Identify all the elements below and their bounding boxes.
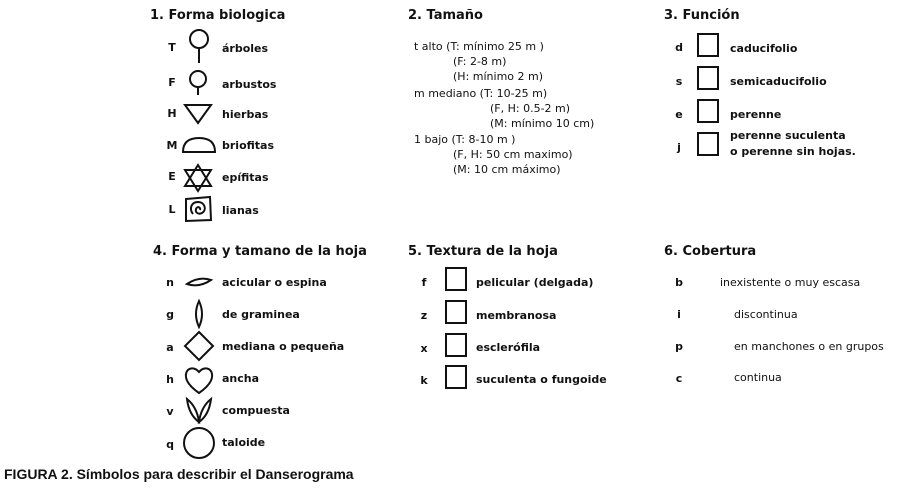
size-bajo-line: 1 bajo (T: 8-10 m ) <box>414 133 516 146</box>
size-mediano-M: (M: mínimo 10 cm) <box>490 117 595 130</box>
label-perenne: perenne <box>730 108 782 121</box>
section6-title: 6. Cobertura <box>664 244 757 259</box>
label-lianas: lianas <box>222 204 259 217</box>
function-box-e <box>697 99 719 123</box>
label-continua: continua <box>734 371 782 384</box>
code-E: E <box>168 170 176 183</box>
label-epifitas: epífitas <box>222 171 269 184</box>
code-n: n <box>166 276 174 289</box>
label-compuesta: compuesta <box>222 404 290 417</box>
code-L: L <box>168 203 176 216</box>
code-i: i <box>677 308 681 321</box>
code-p: p <box>675 340 683 353</box>
texture-box-x <box>445 333 467 357</box>
code-T: T <box>168 41 176 54</box>
liana-spiral-icon <box>183 195 213 223</box>
code-s: s <box>675 75 683 88</box>
label-arboles: árboles <box>222 42 269 55</box>
section2-title: 2. Tamaño <box>408 8 483 23</box>
code-M: M <box>166 139 178 152</box>
compound-leaf-icon <box>185 397 213 423</box>
needle-leaf-icon <box>186 276 212 288</box>
label-membranosa: membranosa <box>476 309 557 322</box>
code-x: x <box>420 342 428 355</box>
label-esclerofila: esclerófila <box>476 341 541 354</box>
label-arbustos: arbustos <box>222 78 277 91</box>
texture-box-f <box>445 267 467 291</box>
texture-box-k <box>445 365 467 389</box>
code-F: F <box>168 76 176 89</box>
size-alto-line: t alto (T: mínimo 25 m ) <box>414 40 544 53</box>
code-f: f <box>421 276 427 289</box>
diamond-leaf-icon <box>184 331 214 361</box>
label-briofitas: briofitas <box>222 139 275 152</box>
code-k: k <box>420 374 428 387</box>
herb-triangle-icon <box>184 104 212 124</box>
label-graminea: de graminea <box>222 308 300 321</box>
epiphyte-star-icon <box>184 164 212 192</box>
label-inexistente: inexistente o muy escasa <box>720 276 861 289</box>
section5-title: 5. Textura de la hoja <box>408 244 558 259</box>
size-alto-F: (F: 2-8 m) <box>453 55 507 68</box>
bryophyte-dome-icon <box>182 137 216 153</box>
code-v: v <box>166 405 174 418</box>
label-semicaducifolio: semicaducifolio <box>730 75 827 88</box>
code-e: e <box>675 108 683 121</box>
label-suculenta: suculenta o fungoide <box>476 373 607 386</box>
figure-caption: FIGURA 2. Símbolos para describir el Danserograma <box>4 466 354 482</box>
section3-title: 3. Función <box>664 8 740 23</box>
label-pelicular: pelicular (delgada) <box>476 276 594 289</box>
size-mediano-FH: (F, H: 0.5-2 m) <box>490 102 571 115</box>
code-q: q <box>166 438 174 451</box>
code-d: d <box>675 41 683 54</box>
label-ancha: ancha <box>222 372 260 385</box>
size-bajo-M: (M: 10 cm máximo) <box>453 163 561 176</box>
code-j: j <box>677 141 681 154</box>
size-alto-H: (H: mínimo 2 m) <box>453 70 544 83</box>
thalloid-circle-icon <box>182 426 216 460</box>
code-H: H <box>167 107 177 120</box>
tree-icon <box>187 30 211 64</box>
texture-box-z <box>445 300 467 324</box>
label-manchones: en manchones o en grupos <box>734 340 884 353</box>
label-taloide: taloide <box>222 436 266 449</box>
label-discontinua: discontinua <box>734 308 798 321</box>
label-perenne-sin-hojas: o perenne sin hojas. <box>730 145 856 158</box>
label-acicular: acicular o espina <box>222 276 327 289</box>
code-z: z <box>420 309 428 322</box>
grass-leaf-icon <box>193 300 205 328</box>
function-box-j <box>697 132 719 156</box>
code-h: h <box>166 373 174 386</box>
function-box-d <box>697 33 719 57</box>
size-bajo-FH: (F, H: 50 cm maximo) <box>453 148 573 161</box>
code-b: b <box>675 276 683 289</box>
section4-title: 4. Forma y tamano de la hoja <box>153 244 367 259</box>
code-g: g <box>166 308 174 321</box>
label-mediana: mediana o pequeña <box>222 340 345 353</box>
label-perenne-suculenta: perenne suculenta <box>730 129 846 142</box>
heart-leaf-icon <box>185 364 213 394</box>
section1-title: 1. Forma biologica <box>150 8 286 23</box>
code-c: c <box>675 372 683 385</box>
label-hierbas: hierbas <box>222 108 269 121</box>
size-mediano-line: m mediano (T: 10-25 m) <box>414 87 548 100</box>
label-caducifolio: caducifolio <box>730 42 798 55</box>
shrub-icon <box>188 70 208 96</box>
function-box-s <box>697 66 719 90</box>
code-a: a <box>166 341 174 354</box>
